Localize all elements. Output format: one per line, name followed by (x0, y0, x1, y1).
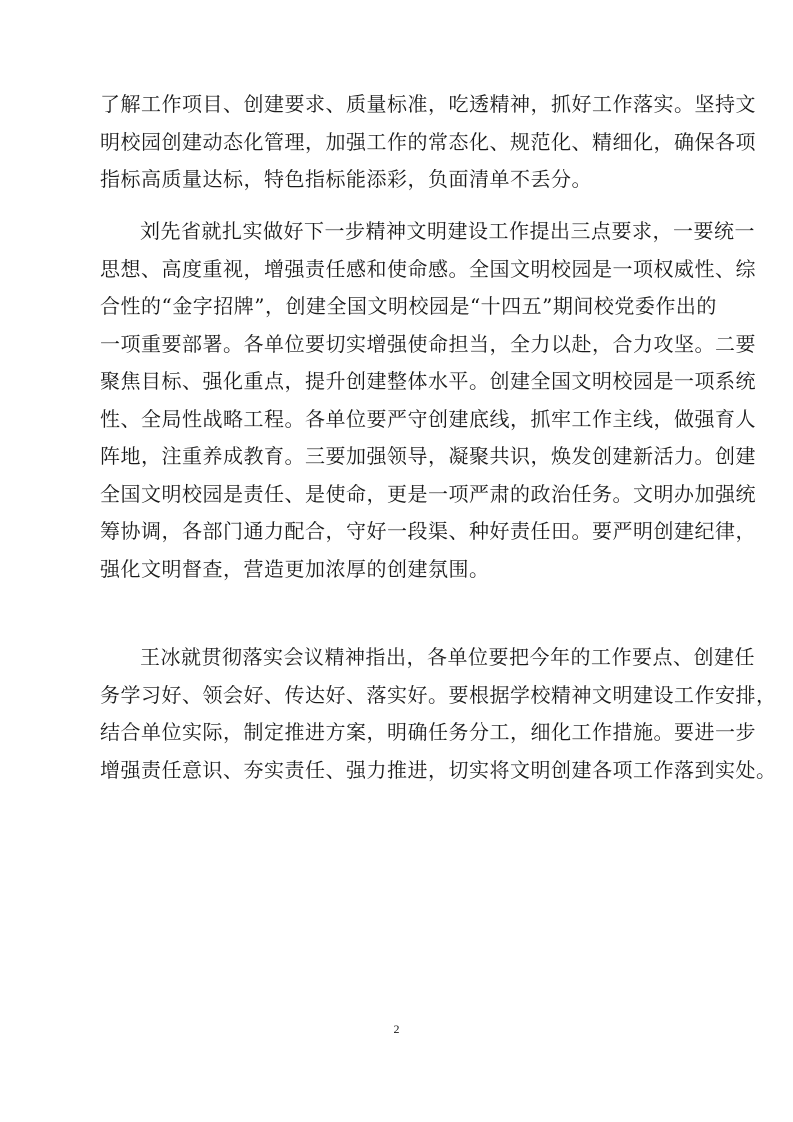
paragraph-line: 务学习好、领会好、传达好、落实好。要根据学校精神文明建设工作安排， (100, 682, 777, 707)
paragraph-line: 明校园创建动态化管理，加强工作的常态化、规范化、精细化，确保各项 (100, 129, 756, 154)
paragraph-line: 刘先省就扎实做好下一步精神文明建设工作提出三点要求，一要统一 (140, 219, 755, 243)
paragraph-line: 全国文明校园是责任、是使命，更是一项严肃的政治任务。文明办加强统 (100, 481, 756, 506)
paragraph-3 (100, 639, 777, 789)
page-number: 2 (393, 1022, 400, 1036)
paragraph-1 (100, 86, 756, 199)
paragraph-line: 结合单位实际，制定推进方案，明确任务分工，细化工作措施。要进一步 (100, 720, 756, 744)
paragraph-2 (100, 213, 756, 588)
paragraph-line: 强化文明督查，营造更加浓厚的创建氛围。 (100, 556, 490, 581)
paragraph-line: 王冰就贯彻落实会议精神指出，各单位要把今年的工作要点、创建任 (140, 645, 755, 669)
paragraph-line: 指标高质量达标，特色指标能添彩，负面清单不丢分。 (100, 167, 592, 191)
paragraph-line: 性、全局性战略工程。各单位要严守创建底线，抓牢工作主线，做强育人 (100, 406, 756, 431)
paragraph-line: 阵地，注重养成教育。三要加强领导，凝聚共识，焕发创建新活力。创建 (100, 444, 756, 468)
paragraph-line: 思想、高度重视，增强责任感和使命感。全国文明校园是一项权威性、综 (100, 256, 756, 281)
paragraph-line: 合性的“金字招牌”，创建全国文明校园是“十四五”期间校党委作出的 (100, 294, 717, 318)
paragraph-line: 了解工作项目、创建要求、质量标准，吃透精神，抓好工作落实。坚持文 (100, 92, 756, 116)
paragraph-line: 增强责任意识、夯实责任、强力推进，切实将文明创建各项工作落到实处。 (100, 757, 777, 782)
paragraph-line: 聚焦目标、强化重点，提升创建整体水平。创建全国文明校园是一项系统 (100, 369, 756, 393)
paragraph-line: 筹协调，各部门通力配合，守好一段渠、种好责任田。要严明创建纪律， (100, 519, 756, 543)
paragraph-line: 一项重要部署。各单位要切实增强使命担当，全力以赴，合力攻坚。二要 (100, 331, 756, 356)
